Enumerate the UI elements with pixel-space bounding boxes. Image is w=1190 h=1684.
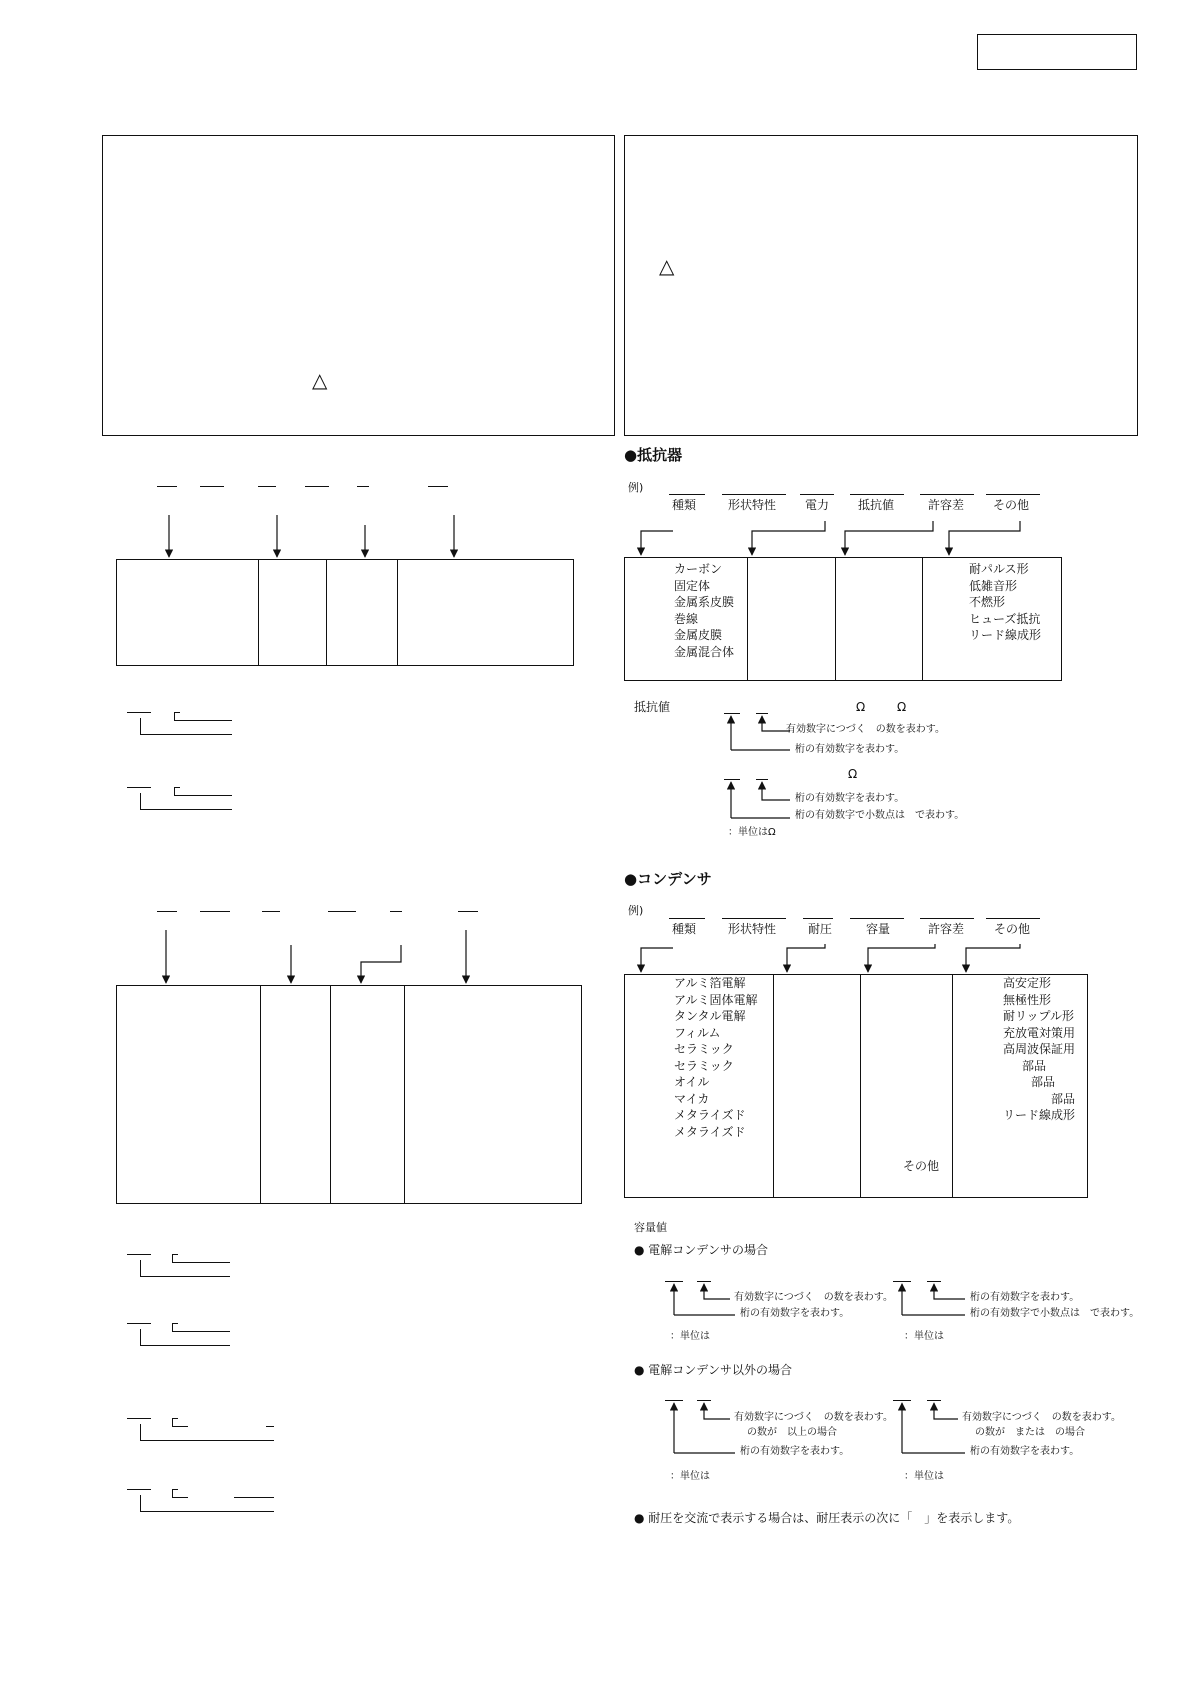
caution-triangle-icon: △ xyxy=(312,368,328,392)
capacitor-type-item: オイル xyxy=(674,1075,710,1089)
capacitor-other-item: 部品 xyxy=(1031,1075,1056,1089)
resistor-type-item: 巻線 xyxy=(674,611,699,626)
capacitor-other-item: 耐リップル形 xyxy=(1003,1009,1075,1023)
capacitor-type-item: マイカ xyxy=(674,1091,710,1106)
capacitor-field-voltage: 耐圧 xyxy=(808,922,833,936)
capacitor-unit-left: ：単位は xyxy=(670,1331,710,1342)
capacitor-e-left-1: 有効数字につづく の数を表わす。 xyxy=(734,1292,893,1303)
resistor-value-title: 抵抗値 xyxy=(634,700,671,714)
capacitor-non-electrolytic-heading: ● 電解コンデンサ以外の場合 xyxy=(634,1363,793,1377)
capacitor-n-left-3: 桁の有効数字を表わす。 xyxy=(740,1446,850,1457)
capacitor-type-item: メタライズド xyxy=(674,1124,746,1139)
capacitor-type-item: フィルム xyxy=(674,1025,721,1040)
capacitor-unit-right: ：単位は xyxy=(904,1331,944,1342)
capacitor-unit-left-2: ：単位は xyxy=(670,1471,710,1482)
capacitor-field-other: その他 xyxy=(994,922,1031,936)
capacitor-unit-right-2: ：単位は xyxy=(904,1471,944,1482)
capacitor-type-item: セラミック xyxy=(674,1058,734,1073)
capacitor-other-item: 高周波保証用 xyxy=(1003,1042,1076,1056)
resistor-ohm-symbol: Ω xyxy=(856,700,866,714)
resistor-field-power: 電力 xyxy=(805,498,830,512)
capacitor-example-label: 例) xyxy=(628,904,644,917)
capacitor-n-right-2: の数が または の場合 xyxy=(975,1427,1085,1438)
resistor-other-item: ヒューズ抵抗 xyxy=(969,611,1041,626)
resistor-type-item: 金属系皮膜 xyxy=(674,595,735,609)
capacitor-type-item: タンタル電解 xyxy=(674,1009,746,1023)
resistor-type-item: 金属混合体 xyxy=(674,644,735,659)
capacitor-e-right-2: 桁の有効数字で小数点は で表わす。 xyxy=(970,1308,1140,1319)
resistor-example-label: 例) xyxy=(628,481,644,494)
capacitor-electrolytic-heading: ● 電解コンデンサの場合 xyxy=(634,1243,769,1257)
caution-triangle-icon: △ xyxy=(659,254,675,278)
capacitor-type-item: アルミ固体電解 xyxy=(674,992,758,1007)
capacitor-other-item: 部品 xyxy=(1051,1091,1076,1106)
resistor-field-type: 種類 xyxy=(672,498,697,512)
resistor-type-item: カーボン xyxy=(674,562,723,576)
capacitor-field-capacity: 容量 xyxy=(866,922,891,936)
resistor-field-tolerance: 許容差 xyxy=(928,498,965,512)
capacitor-type-item: セラミック xyxy=(674,1042,734,1056)
capacitor-n-left-1: 有効数字につづく の数を表わす。 xyxy=(734,1412,893,1423)
resistor-unit-note: ：単位はΩ xyxy=(728,827,776,838)
capacitor-other-item: リード線成形 xyxy=(1003,1108,1076,1122)
resistor-ex2-line2: 桁の有効数字で小数点は で表わす。 xyxy=(795,810,965,821)
capacitor-n-right-3: 桁の有効数字を表わす。 xyxy=(970,1446,1080,1457)
resistor-field-resistance: 抵抗値 xyxy=(858,498,895,512)
resistor-type-item: 金属皮膜 xyxy=(674,628,723,642)
capacitor-heading: ●コンデンサ xyxy=(624,870,712,888)
capacitor-ac-note: ● 耐圧を交流で表示する場合は、耐圧表示の次に「 」を表示します。 xyxy=(634,1511,1020,1525)
capacitor-other-item: 部品 xyxy=(1022,1058,1047,1073)
resistor-ex1-line1: 有効数字につづく の数を表わす。 xyxy=(786,724,945,735)
resistor-field-other: その他 xyxy=(993,498,1030,512)
resistor-ohm-symbol: Ω xyxy=(848,767,858,781)
capacitor-other-item: 充放電対策用 xyxy=(1003,1025,1076,1040)
resistor-other-item: 耐パルス形 xyxy=(969,562,1029,576)
capacitor-n-right-1: 有効数字につづく の数を表わす。 xyxy=(962,1412,1121,1423)
capacitor-capacity-other: その他 xyxy=(903,1159,940,1173)
capacitor-e-right-1: 桁の有効数字を表わす。 xyxy=(970,1292,1080,1303)
resistor-ex2-line1: 桁の有効数字を表わす。 xyxy=(795,793,905,804)
resistor-field-shape: 形状特性 xyxy=(728,498,777,512)
capacitor-other-item: 高安定形 xyxy=(1003,976,1052,990)
resistor-ohm-symbol: Ω xyxy=(897,700,907,714)
capacitor-field-tolerance: 許容差 xyxy=(928,922,965,936)
resistor-ex1-line2: 桁の有効数字を表わす。 xyxy=(795,744,905,755)
capacitor-field-type: 種類 xyxy=(672,922,697,936)
resistor-heading: ●抵抗器 xyxy=(624,446,683,464)
capacitor-n-left-2: の数が 以上の場合 xyxy=(747,1427,837,1438)
resistor-other-item: 不燃形 xyxy=(969,595,1006,609)
capacitor-e-left-2: 桁の有効数字を表わす。 xyxy=(740,1308,850,1319)
capacitor-type-item: アルミ箔電解 xyxy=(674,976,746,990)
capacitor-field-shape: 形状特性 xyxy=(728,922,777,936)
resistor-type-item: 固定体 xyxy=(674,578,711,593)
capacitor-other-item: 無極性形 xyxy=(1003,992,1052,1007)
resistor-other-item: リード線成形 xyxy=(969,628,1042,642)
capacitor-type-item: メタライズド xyxy=(674,1108,746,1122)
resistor-other-item: 低雑音形 xyxy=(969,578,1018,593)
capacitor-value-title: 容量値 xyxy=(634,1221,667,1234)
